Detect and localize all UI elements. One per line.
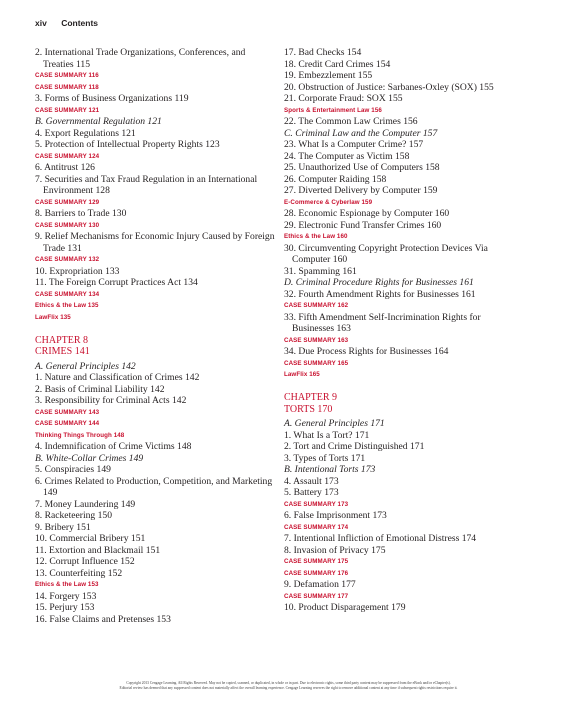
toc-entry: 30. Circumventing Copyright Protection Devices Via Computer 160 (284, 242, 488, 265)
toc-entry: 4. Export Regulations 121 (35, 127, 136, 139)
feature-label: CASE SUMMARY 163 (284, 336, 349, 344)
toc-entry: 17. Bad Checks 154 (284, 47, 362, 58)
toc-entry: 3. Types of Torts 171 (284, 452, 366, 464)
toc-entry: 3. Forms of Business Organizations 119 (35, 93, 189, 104)
toc-entry: 10. Product Disparagement 179 (284, 602, 406, 613)
feature-label: CASE SUMMARY 175 (284, 558, 349, 565)
toc-entry: 34. Due Process Rights for Businesses 164 (284, 346, 449, 357)
toc-entry: 18. Credit Card Crimes 154 (284, 58, 391, 70)
toc-entry: 15. Perjury 153 (35, 602, 95, 613)
toc-entry: 19. Embezzlement 155 (284, 70, 373, 81)
chapter-heading: CRIMES 141 (35, 346, 90, 357)
toc-entry: 2. Basis of Criminal Liability 142 (35, 383, 165, 395)
copyright-line-1: Copyright 2013 Cengage Learning. All Rights Reserved. May not be copied, scanned, or duplicated, in whole or in part. Due to electronic rights, some third party content may be suppressed from the eBook and/or eChapter(s). (126, 681, 451, 685)
toc-entry: 16. False Claims and Pretenses 153 (35, 613, 171, 625)
feature-label: CASE SUMMARY 174 (284, 523, 349, 531)
toc-entry: 1. Nature and Classification of Crimes 142 (35, 372, 200, 383)
feature-label: CASE SUMMARY 173 (284, 500, 349, 508)
toc-entry: 2. Tort and Crime Distinguished 171 (284, 441, 425, 452)
toc-entry: 27. Diverted Delivery by Computer 159 (284, 185, 438, 196)
toc-entry: 10. Expropriation 133 (35, 265, 120, 277)
toc-entry: 26. Computer Raiding 158 (284, 173, 387, 185)
section-heading: A. General Principles 142 (35, 360, 136, 372)
feature-label: CASE SUMMARY 144 (35, 420, 100, 427)
toc-entry: 4. Indemnification of Crime Victims 148 (35, 441, 192, 452)
toc-entry: 10. Commercial Bribery 151 (35, 533, 146, 544)
toc-entry: 22. The Common Law Crimes 156 (284, 116, 418, 127)
feature-label: Sports & Entertainment Law 156 (284, 106, 382, 114)
toc-entry: 33. Fifth Amendment Self-Incrimination Rights for Businesses 163 (284, 311, 481, 334)
feature-label: CASE SUMMARY 132 (35, 256, 100, 263)
section-heading: A. General Principles 171 (284, 418, 385, 429)
feature-label: LawFlix 165 (284, 371, 320, 378)
toc-entry: 21. Corporate Fraud: SOX 155 (284, 93, 403, 104)
feature-label: Ethics & the Law 153 (35, 581, 99, 588)
toc-entry: 11. Extortion and Blackmail 151 (35, 544, 161, 556)
feature-label: Ethics & the Law 135 (35, 302, 99, 309)
feature-label: CASE SUMMARY 162 (284, 302, 349, 309)
feature-label: CASE SUMMARY 118 (35, 83, 99, 91)
toc-entry: 7. Money Laundering 149 (35, 498, 136, 510)
toc-entry: 6. Crimes Related to Production, Competition, and Marketing 149 (35, 475, 273, 498)
toc-entry: 4. Assault 173 (284, 475, 339, 487)
page-number: xiv (35, 18, 47, 28)
feature-label: CASE SUMMARY 130 (35, 221, 100, 229)
section-heading: B. White-Collar Crimes 149 (35, 452, 144, 464)
toc-entry: 2. International Trade Organizations, Conferences, and Treaties 115 (35, 47, 246, 70)
toc-entry: 11. The Foreign Corrupt Practices Act 134 (35, 277, 198, 288)
section-heading: B. Intentional Torts 173 (284, 464, 376, 475)
toc-entry: 7. Securities and Tax Fraud Regulation in an International Environment 128 (35, 173, 258, 196)
toc-entry: 5. Protection of Intellectual Property Rights 123 (35, 139, 220, 150)
feature-label: CASE SUMMARY 165 (284, 359, 349, 367)
copyright-line-2: Editorial review has deemed that any suppressed content does not materially affect the overall learning experience. Cengage Learning reserves the right to remove additional content at any time if subsequent rights restrictions require it. (119, 686, 458, 690)
chapter-heading: TORTS 170 (284, 403, 333, 415)
feature-label: E-Commerce & Cyberlaw 159 (284, 198, 373, 206)
toc-entry: 32. Fourth Amendment Rights for Businesses 161 (284, 288, 476, 300)
toc-entry: 9. Relief Mechanisms for Economic Injury Caused by Foreign Trade 131 (35, 231, 275, 254)
feature-label: CASE SUMMARY 176 (284, 569, 349, 577)
toc-entry: 3. Responsibility for Criminal Acts 142 (35, 395, 187, 406)
feature-label: CASE SUMMARY 143 (35, 408, 100, 416)
toc-entry: 24. The Computer as Victim 158 (284, 150, 410, 162)
toc-entry: 9. Defamation 177 (284, 579, 356, 590)
feature-label: Ethics & the Law 160 (284, 233, 348, 240)
feature-label: CASE SUMMARY 134 (35, 290, 100, 298)
feature-label: CASE SUMMARY 116 (35, 72, 99, 79)
toc-entry: 8. Barriers to Trade 130 (35, 208, 127, 219)
section-heading: B. Governmental Regulation 121 (35, 116, 162, 127)
toc-entry: 8. Invasion of Privacy 175 (284, 544, 386, 556)
chapter-heading: CHAPTER 9 (284, 392, 338, 403)
toc-entry: 9. Bribery 151 (35, 521, 91, 533)
header-title: Contents (61, 18, 99, 28)
toc-left-column (35, 47, 275, 625)
toc-entry: 13. Counterfeiting 152 (35, 567, 123, 579)
running-header (35, 18, 110, 28)
toc-entry: 5. Conspiracies 149 (35, 464, 111, 475)
toc-right-column (284, 47, 524, 614)
feature-label: CASE SUMMARY 129 (35, 198, 100, 206)
feature-label: CASE SUMMARY 121 (35, 106, 100, 114)
toc-entry: 31. Spamming 161 (284, 265, 357, 277)
toc-entry: 23. What Is a Computer Crime? 157 (284, 139, 424, 150)
feature-label: CASE SUMMARY 124 (35, 152, 100, 160)
toc-entry: 1. What Is a Tort? 171 (284, 429, 370, 441)
section-heading: D. Criminal Procedure Rights for Businesses 161 (284, 277, 474, 288)
toc-entry: 12. Corrupt Influence 152 (35, 556, 135, 567)
feature-label: LawFlix 135 (35, 313, 71, 321)
toc-entry: 7. Intentional Infliction of Emotional Distress 174 (284, 533, 477, 544)
feature-label: Thinking Things Through 148 (35, 431, 125, 439)
toc-entry: 29. Electronic Fund Transfer Crimes 160 (284, 219, 442, 231)
toc-entry: 5. Battery 173 (284, 487, 339, 498)
toc-entry: 25. Unauthorized Use of Computers 158 (284, 162, 440, 173)
toc-entry: 20. Obstruction of Justice: Sarbanes-Oxley (SOX) 155 (284, 81, 494, 93)
toc-entry: 14. Forgery 153 (35, 590, 97, 602)
copyright-footer (30, 681, 547, 691)
toc-entry: 8. Racketeering 150 (35, 510, 112, 521)
chapter-heading: CHAPTER 8 (35, 334, 89, 346)
toc-entry: 6. False Imprisonment 173 (284, 510, 387, 521)
toc-entry: 28. Economic Espionage by Computer 160 (284, 208, 450, 219)
feature-label: CASE SUMMARY 177 (284, 592, 349, 600)
section-heading: C. Criminal Law and the Computer 157 (284, 127, 438, 139)
toc-entry: 6. Antitrust 126 (35, 162, 95, 173)
